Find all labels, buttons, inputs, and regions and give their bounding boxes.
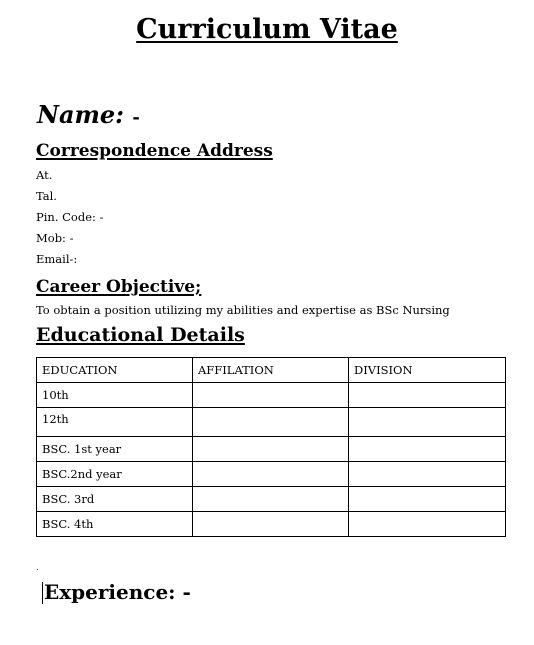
table-cell-division bbox=[349, 462, 506, 487]
table-cell-division bbox=[349, 437, 506, 462]
name-line bbox=[37, 100, 140, 129]
table-row bbox=[37, 383, 506, 408]
table-row bbox=[37, 437, 506, 462]
table-cell-affilation bbox=[193, 383, 349, 408]
career-objective-text: To obtain a position utilizing my abilities and expertise as BSc Nursing bbox=[36, 303, 450, 317]
table-cell-education: BSC. 4th bbox=[37, 512, 193, 537]
document-title bbox=[0, 14, 534, 45]
table-row bbox=[37, 512, 506, 537]
column-header-education: EDUCATION bbox=[37, 358, 193, 383]
experience-heading: Experience: - bbox=[44, 580, 191, 604]
table-cell-education: 12th bbox=[37, 408, 193, 437]
table-cell-affilation bbox=[193, 408, 349, 437]
name-label: Name: bbox=[37, 100, 125, 129]
table-cell-affilation bbox=[193, 487, 349, 512]
table-cell-division bbox=[349, 512, 506, 537]
table-cell-affilation bbox=[193, 437, 349, 462]
address-at: At. bbox=[36, 168, 53, 182]
table-cell-education: 10th bbox=[37, 383, 193, 408]
table-cell-affilation bbox=[193, 462, 349, 487]
table-cell-affilation bbox=[193, 512, 349, 537]
table-row bbox=[37, 408, 506, 437]
column-header-affilation: AFFILATION bbox=[193, 358, 349, 383]
correspondence-heading: Correspondence Address bbox=[36, 141, 273, 161]
educational-details-heading: Educational Details bbox=[36, 324, 245, 346]
education-table bbox=[36, 357, 506, 537]
address-tal: Tal. bbox=[36, 189, 57, 203]
table-row bbox=[37, 462, 506, 487]
table-cell-division bbox=[349, 487, 506, 512]
title-text: Curriculum Vitae bbox=[136, 14, 398, 45]
career-objective-heading: Career Objective; bbox=[36, 277, 202, 297]
table-cell-education: BSC.2nd year bbox=[37, 462, 193, 487]
name-value: - bbox=[132, 107, 140, 128]
address-pin-code: Pin. Code: - bbox=[36, 210, 104, 224]
table-cell-division bbox=[349, 408, 506, 437]
address-email: Email-: bbox=[36, 252, 78, 266]
stray-mark: . bbox=[36, 563, 39, 572]
table-cell-education: BSC. 3rd bbox=[37, 487, 193, 512]
address-mobile: Mob: - bbox=[36, 231, 74, 245]
table-cell-education: BSC. 1st year bbox=[37, 437, 193, 462]
table-cell-division bbox=[349, 383, 506, 408]
text-cursor bbox=[42, 582, 43, 604]
column-header-division: DIVISION bbox=[349, 358, 506, 383]
table-header-row bbox=[37, 358, 506, 383]
table-row bbox=[37, 487, 506, 512]
